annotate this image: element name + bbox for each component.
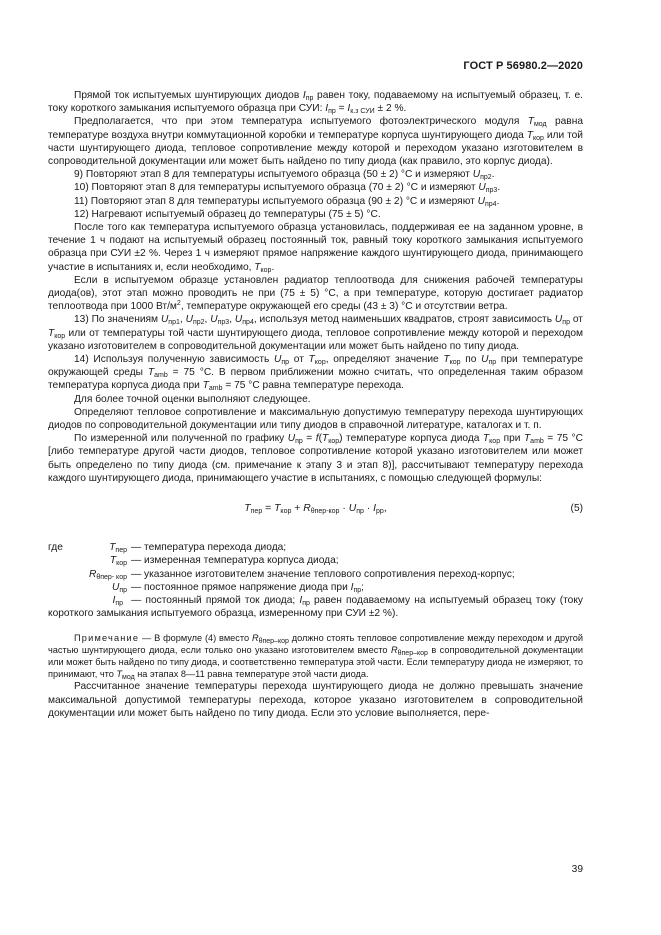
paragraph-assumption: Предполагается, что при этом температура испытуемого фотоэлектрического модуля $T_{мод}$ равна температуре воздуха внутри коммутационной коробки и температуре корпуса шунтирующего диода $T_{кор}$ или той части шунтирующего диода, тепловое сопротивление между которой и переходом указано изготовителем в сопроводительной документации или может быть найдено по типу диода (как правило, это корпус диода). bbox=[48, 116, 583, 168]
note-block: Примечание — В формуле (4) вместо $R_{\theta пер-кор}$ должно стоять тепловое сопротивление между переходом и другой частью шунтирующего диода, если только оно указано изготовителем вместо $R_{\theta пер-кор}$ в сопроводительной документации или может быть найдено по типу диода, и соответственно температура этой части. Если температуру диода не измеряют, то принимают, что $T_{мод}$ на этапах 8—11 равна температуре этой части диода. bbox=[48, 633, 583, 682]
legend-row-i-pr: $I_{пр}$ — постоянный прямой ток диода; $I_{пр}$ равен подаваемому на испытуемый образец току (току короткого замыкания испытуемого образца, измеренному при СУИ ±2 %). bbox=[48, 594, 584, 620]
paragraph-measured-graph: По измеренной или полученной по графику $U_{пр} = f(T_{кор})$ температуре корпуса диода $T_{кор}$ при $T_{amb} = 75$ °C [либо температуре другой части диодов, тепловое сопротивление которой указано изготовителем или может быть определено по типу диода (см. примечание к этапу 3 и этап 8)], рассчитывают температуру перехода каждого шунтирующего диода, принимающего участие в испытаниях, с помощью следующей формулы: bbox=[48, 433, 583, 484]
paragraph-after-step-12: После того как температура испытуемого образца установилась, поддерживая ее на заданном уровне, в течение 1 ч подают на испытуемый образец постоянный ток, равный току короткого замыкания испытуемого образца при СУИ ±2 %. Через 1 ч измеряют прямое напряжение каждого шунтирующего диода, принимающего участие в испытаниях и, если необходимо, $T_{кор}$. bbox=[48, 222, 583, 274]
formula-number: (5) bbox=[570, 503, 583, 515]
formula-expression: $T_{пер} = T_{кор} + R_{\theta пер-кор} \cdot U_{пр} \cdot I_{рр}$, bbox=[244, 503, 387, 516]
paragraph-forward-current: Прямой ток испытуемых шунтирующих диодов $I_{пр}$ равен току, подаваемому на испытуемый образец, т. е. току короткого замыкания испытуемого образца при СУИ: $I_{пр} = I_{к.з СУИ} \pm 2$ %. bbox=[48, 90, 583, 116]
step-14: 14) Используя полученную зависимость $U_{пр}$ от $T_{кор}$, определяют значение $T_{кор}$ по $U_{пр}$ при температуре окружающей среды $T_{amb} = 75$ °C. В первом приближении можно считать, что определенная таким образом температура корпуса диода при $T_{amb} = 75$ °C равна температуре перехода. bbox=[48, 354, 583, 393]
standard-header: ГОСТ Р 56980.2—2020 bbox=[463, 60, 583, 72]
legend-row-u-pr: $U_{пр}$ — постоянное прямое напряжение диода при $I_{пр}$; bbox=[111, 581, 364, 594]
note-label: Примечание bbox=[74, 633, 140, 644]
legend-row-r-theta: $R_{\theta пер- кор}$ — указанное изготовителем значение теплового сопротивления переход-корпус; bbox=[88, 568, 515, 581]
paragraph-precise-estimate: Для более точной оценки выполняют следующее. bbox=[74, 393, 311, 405]
step-12: 12) Нагревают испытуемый образец до температуры (75 ± 5) °C. bbox=[74, 208, 381, 220]
page-number: 39 bbox=[571, 864, 583, 875]
step-10: 10) Повторяют этап 8 для температуры испытуемого образца (70 ± 2) °C и измеряют $U_{пр3}$. bbox=[74, 182, 501, 195]
step-11: 11) Повторяют этап 8 для температуры испытуемого образца (90 ± 2) °C и измеряют $U_{пр4}$. bbox=[74, 195, 500, 208]
step-9: 9) Повторяют этап 8 для температуры испытуемого образца (50 ± 2) °C и измеряют $U_{пр2}$. bbox=[74, 169, 495, 182]
document-body bbox=[48, 89, 583, 720]
paragraph-radiator: Если в испытуемом образце установлен радиатор теплоотвода для снижения рабочей температуры диода(ов), этот этап можно проводить не при (75 ± 5) °C, а при температуре, которую достигает радиатор теплоотвода при 1000 $Вт/м^2$, температуре окружающей его среды (43 ± 3) °C и отсутствии ветра. bbox=[48, 274, 583, 313]
formula-legend bbox=[48, 541, 583, 620]
paragraph-final: Рассчитанное значение температуры перехода шунтирующего диода не должно превышать значение максимальной допустимой температуры перехода, которое указано изготовителем в сопроводительной документации или может быть найдено по типу диода. Если это условие выполняется, пере- bbox=[48, 681, 583, 719]
paragraph-define-resistance: Определяют тепловое сопротивление и максимальную допустимую температуру перехода шунтирующих диодов по сопроводительной документации или типу диодов в справочной литературе, каталогах и т. п. bbox=[48, 406, 583, 432]
legend-row-t-kor: $T_{кор}$ — измеренная температура корпуса диода; bbox=[109, 555, 339, 568]
formula-5 bbox=[48, 502, 583, 518]
legend-row-t-per: где $T_{пер}$ — температура перехода диода; bbox=[48, 542, 287, 555]
step-13: 13) По значениям $U_{пр1}$, $U_{пр2}$, $U_{пр3}$, $U_{пр4}$, используя метод наименьших квадратов, строят зависимость $U_{пр}$ от $T_{кор}$ или от температуры той части шунтирующего диода, тепловое сопротивление между которой и переходом указано изготовителем в сопроводительной документации или может быть найдено по типу диода. bbox=[48, 314, 583, 352]
